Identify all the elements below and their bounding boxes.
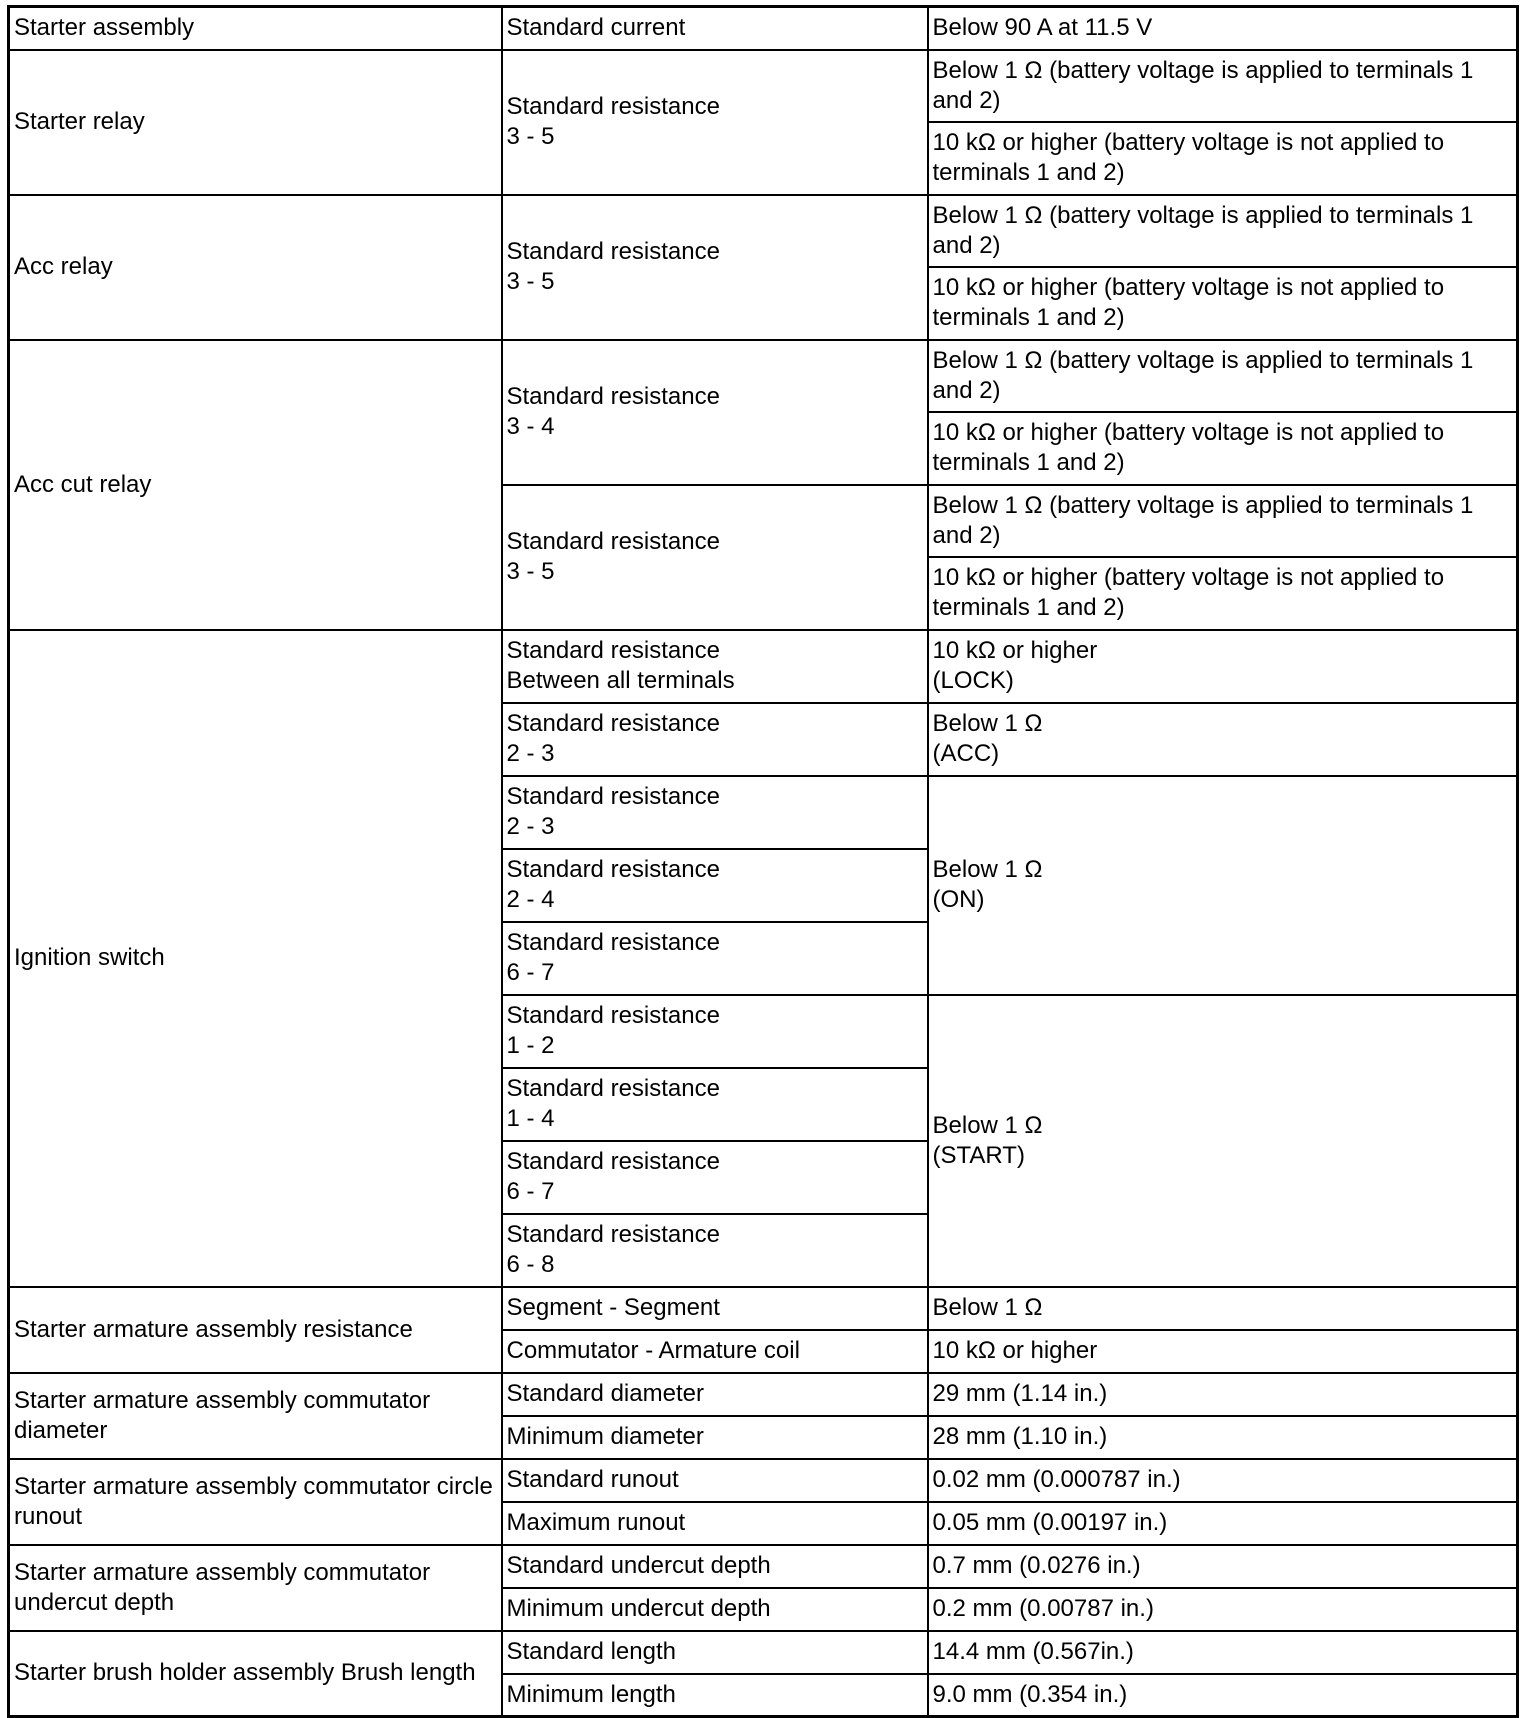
inspection-item: Standard resistance 1 - 2 (502, 995, 928, 1068)
inspection-item: Standard resistance 3 - 5 (502, 50, 928, 195)
table-row (9, 1545, 1518, 1588)
spec-value: Below 1 Ω (ON) (928, 776, 1518, 995)
inspection-item: Standard length (502, 1631, 928, 1674)
table-row (9, 195, 1518, 267)
spec-value: 28 mm (1.10 in.) (928, 1416, 1518, 1459)
inspection-item: Standard undercut depth (502, 1545, 928, 1588)
inspection-item: Standard runout (502, 1459, 928, 1502)
inspection-item: Standard resistance 3 - 4 (502, 340, 928, 485)
inspection-item: Standard resistance Between all terminals (502, 630, 928, 703)
inspection-item: Minimum undercut depth (502, 1588, 928, 1631)
spec-value: Below 90 A at 11.5 V (928, 7, 1518, 50)
inspection-item: Standard resistance 3 - 5 (502, 195, 928, 340)
inspection-item: Segment - Segment (502, 1287, 928, 1330)
inspection-item: Standard resistance 2 - 4 (502, 849, 928, 922)
inspection-item: Standard current (502, 7, 928, 50)
inspection-item: Standard resistance 6 - 8 (502, 1214, 928, 1287)
spec-value: Below 1 Ω (battery voltage is applied to terminals 1 and 2) (928, 50, 1518, 122)
spec-value: Below 1 Ω (battery voltage is applied to terminals 1 and 2) (928, 485, 1518, 557)
spec-value: 10 kΩ or higher (battery voltage is not applied to terminals 1 and 2) (928, 412, 1518, 485)
component-name: Starter armature assembly commutator undercut depth (9, 1545, 502, 1631)
table-row (9, 50, 1518, 122)
inspection-item: Standard resistance 3 - 5 (502, 485, 928, 630)
spec-value: 0.05 mm (0.00197 in.) (928, 1502, 1518, 1545)
spec-value: 10 kΩ or higher (battery voltage is not applied to terminals 1 and 2) (928, 557, 1518, 630)
spec-value: 0.2 mm (0.00787 in.) (928, 1588, 1518, 1631)
inspection-item: Standard resistance 6 - 7 (502, 922, 928, 995)
spec-value: 0.7 mm (0.0276 in.) (928, 1545, 1518, 1588)
spec-value: 10 kΩ or higher (battery voltage is not applied to terminals 1 and 2) (928, 267, 1518, 340)
table-row (9, 1287, 1518, 1330)
component-name: Starter armature assembly resistance (9, 1287, 502, 1373)
spec-value: 14.4 mm (0.567in.) (928, 1631, 1518, 1674)
table-row (9, 340, 1518, 412)
component-name: Ignition switch (9, 630, 502, 1287)
spec-value: 9.0 mm (0.354 in.) (928, 1674, 1518, 1717)
inspection-item: Standard resistance 2 - 3 (502, 703, 928, 776)
component-name: Starter relay (9, 50, 502, 195)
table-row (9, 1459, 1518, 1502)
inspection-item: Commutator - Armature coil (502, 1330, 928, 1373)
inspection-item: Minimum diameter (502, 1416, 928, 1459)
spec-value: Below 1 Ω (928, 1287, 1518, 1330)
inspection-item: Minimum length (502, 1674, 928, 1717)
inspection-item: Standard resistance 2 - 3 (502, 776, 928, 849)
component-name: Acc cut relay (9, 340, 502, 630)
table-row (9, 7, 1518, 50)
spec-value: 10 kΩ or higher (928, 1330, 1518, 1373)
inspection-item: Maximum runout (502, 1502, 928, 1545)
table-body (9, 7, 1518, 1717)
spec-value: 10 kΩ or higher (battery voltage is not applied to terminals 1 and 2) (928, 122, 1518, 195)
spec-value: 29 mm (1.14 in.) (928, 1373, 1518, 1416)
table-row (9, 630, 1518, 703)
spec-value: Below 1 Ω (START) (928, 995, 1518, 1287)
component-name: Starter assembly (9, 7, 502, 50)
component-name: Acc relay (9, 195, 502, 340)
spec-value: 10 kΩ or higher (LOCK) (928, 630, 1518, 703)
table-row (9, 1373, 1518, 1416)
spec-value: Below 1 Ω (ACC) (928, 703, 1518, 776)
inspection-item: Standard resistance 6 - 7 (502, 1141, 928, 1214)
component-name: Starter armature assembly commutator diameter (9, 1373, 502, 1459)
spec-value: Below 1 Ω (battery voltage is applied to terminals 1 and 2) (928, 195, 1518, 267)
component-name: Starter brush holder assembly Brush length (9, 1631, 502, 1717)
spec-value: Below 1 Ω (battery voltage is applied to terminals 1 and 2) (928, 340, 1518, 412)
table-row (9, 1631, 1518, 1674)
starter-specifications-table (7, 5, 1519, 1718)
spec-value: 0.02 mm (0.000787 in.) (928, 1459, 1518, 1502)
inspection-item: Standard diameter (502, 1373, 928, 1416)
inspection-item: Standard resistance 1 - 4 (502, 1068, 928, 1141)
component-name: Starter armature assembly commutator circle runout (9, 1459, 502, 1545)
